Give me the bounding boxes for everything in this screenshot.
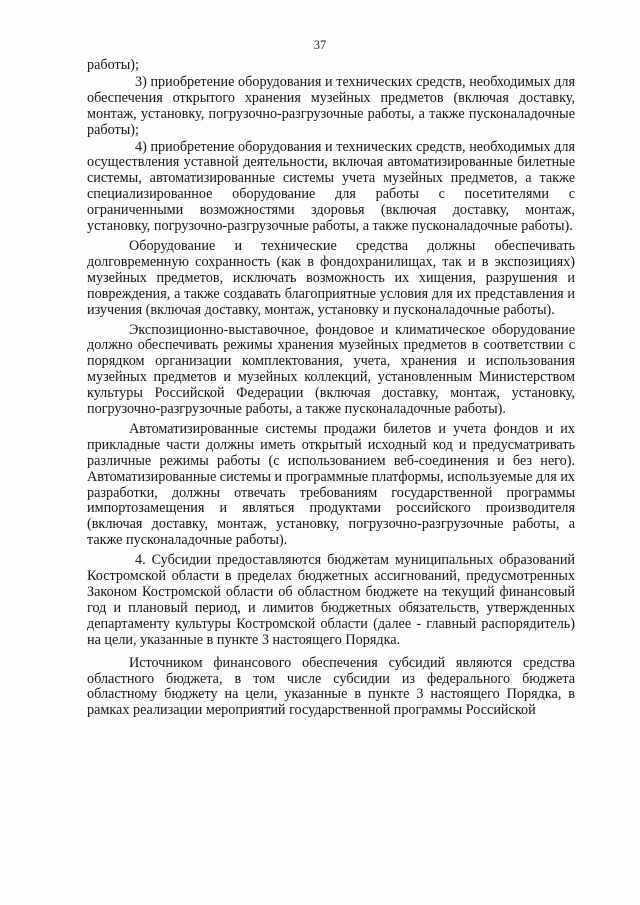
paragraph-continuation: работы);: [87, 57, 139, 73]
page-number: 37: [313, 38, 327, 52]
paragraph-item-4: 4) приобретение оборудования и технических средств, необходимых для осуществления уставной деятельности, включая автоматизированные билетные системы, автоматизированные системы учета музейных предметов, а также специализированное оборудование для работы с посетителями с ограниченными возможностями здоровья (включая доставку, монтаж, установку, погрузочно-разгрузочные работы, а также пусконаладочные работы).: [87, 138, 575, 235]
paragraph-item-3: 3) приобретение оборудования и технических средств, необходимых для обеспечения открытого хранения музейных предметов (включая доставку, монтаж, установку, погрузочно-разгрузочные работы, а также пусконаладочные работы);: [87, 73, 575, 138]
paragraph-funding-source: Источником финансового обеспечения субсидий являются средства областного бюджета, в том числе субсидии из федерального бюджета областному бюджету на цели, указанные в пункте 3 настоящего Порядка, в рамках реализации мероприятий государственной программы Российской: [87, 654, 575, 719]
page-body: [87, 58, 575, 719]
paragraph-automated-systems: Автоматизированные системы продажи билетов и учета фондов и их прикладные части должны иметь открытый исходный код и предусматривать различные режимы работы (с использованием веб-соединения и без него). Автоматизированные системы и программные платформы, используемые для их разработки, должны отвечать требованиям государственной программы импортозамещения и являться продуктами российского производителя (включая доставку, монтаж, установку, погрузочно-разгрузочные работы, а также пусконаладочные работы).: [87, 420, 576, 549]
paragraph-section-4: 4. Субсидии предоставляются бюджетам муниципальных образований Костромской области в пределах бюджетных ассигнований, предусмотренных Законом Костромской области об областном бюджете на текущий финансовый год и плановый период, и лимитов бюджетных обязательств, утвержденных департаменту культуры Костромской области (далее - главный распорядитель) на цели, указанные в пункте 3 настоящего Порядка.: [87, 552, 575, 648]
paragraph-exhibition-equipment: Экспозиционно-выставочное, фондовое и климатическое оборудование должно обеспечивать режимы хранения музейных предметов в соответствии с порядком организации комплектования, учета, хранения и использования музейных предметов и музейных коллекций, установленным Министерством культуры Российской Федерации (включая доставку, монтаж, установку, погрузочно-разгрузочные работы, а также пусконаладочные работы).: [87, 321, 575, 418]
paragraph-equipment-requirements: Оборудование и технические средства должны обеспечивать долговременную сохранность (как в фондохранилищах, так и в экспозициях) музейных предметов, исключать возможность их хищения, разрушения и повреждения, а также создавать благоприятные условия для их представления и изучения (включая доставку, монтаж, установку и пусконаладочные работы).: [87, 237, 575, 318]
